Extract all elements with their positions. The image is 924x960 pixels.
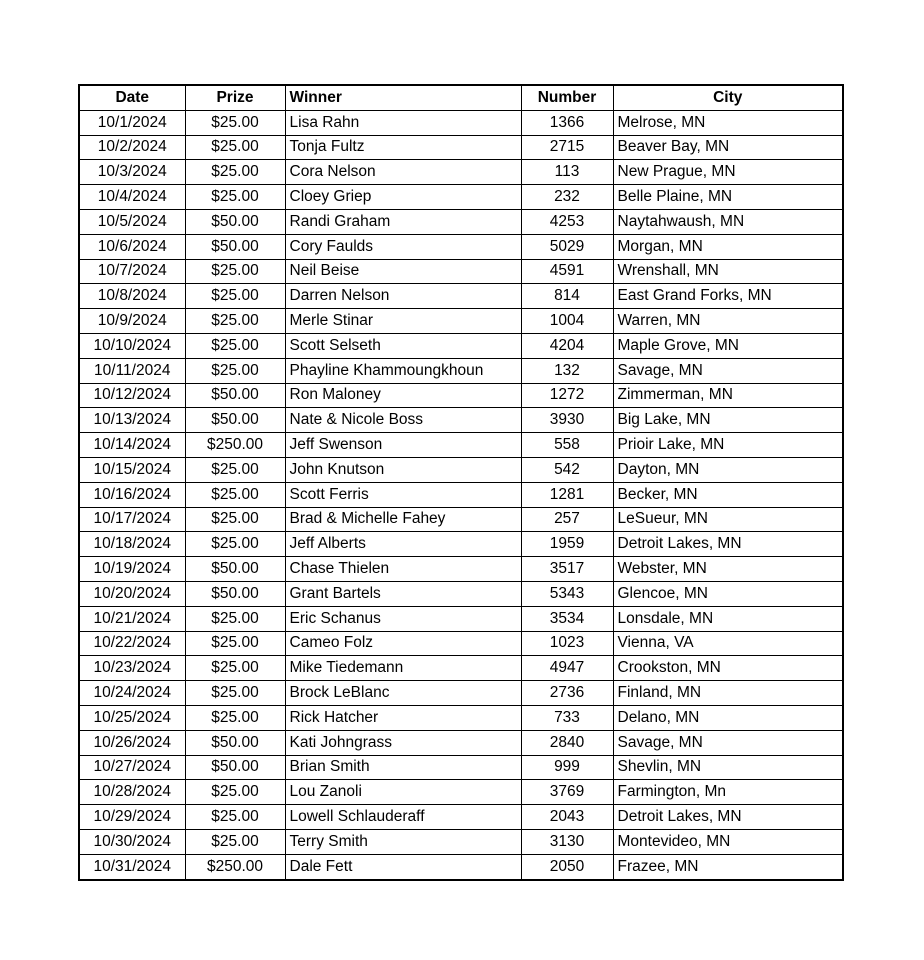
cell-date: 10/11/2024 — [79, 358, 185, 383]
cell-prize: $25.00 — [185, 309, 285, 334]
cell-city: New Prague, MN — [613, 160, 843, 185]
header-row — [79, 85, 843, 110]
table-row — [79, 829, 843, 854]
header-city: City — [613, 85, 843, 110]
cell-winner: Darren Nelson — [285, 284, 521, 309]
cell-date: 10/5/2024 — [79, 209, 185, 234]
cell-date: 10/21/2024 — [79, 606, 185, 631]
cell-number: 2736 — [521, 681, 613, 706]
cell-winner: Eric Schanus — [285, 606, 521, 631]
cell-date: 10/10/2024 — [79, 333, 185, 358]
cell-city: Finland, MN — [613, 681, 843, 706]
cell-date: 10/7/2024 — [79, 259, 185, 284]
cell-number: 3769 — [521, 780, 613, 805]
cell-winner: Scott Selseth — [285, 333, 521, 358]
cell-number: 1281 — [521, 482, 613, 507]
cell-prize: $25.00 — [185, 656, 285, 681]
cell-city: Zimmerman, MN — [613, 383, 843, 408]
table-body — [79, 110, 843, 879]
cell-city: LeSueur, MN — [613, 507, 843, 532]
cell-date: 10/26/2024 — [79, 730, 185, 755]
cell-number: 558 — [521, 433, 613, 458]
table-row — [79, 408, 843, 433]
cell-number: 1959 — [521, 532, 613, 557]
cell-winner: Scott Ferris — [285, 482, 521, 507]
cell-number: 132 — [521, 358, 613, 383]
cell-number: 542 — [521, 457, 613, 482]
table-row — [79, 532, 843, 557]
table-row — [79, 705, 843, 730]
cell-prize: $50.00 — [185, 209, 285, 234]
table-row — [79, 160, 843, 185]
cell-prize: $25.00 — [185, 829, 285, 854]
cell-date: 10/28/2024 — [79, 780, 185, 805]
cell-city: Morgan, MN — [613, 234, 843, 259]
cell-prize: $25.00 — [185, 507, 285, 532]
cell-city: East Grand Forks, MN — [613, 284, 843, 309]
header-prize: Prize — [185, 85, 285, 110]
cell-winner: Lou Zanoli — [285, 780, 521, 805]
cell-prize: $25.00 — [185, 532, 285, 557]
table-row — [79, 234, 843, 259]
cell-number: 999 — [521, 755, 613, 780]
table-row — [79, 780, 843, 805]
cell-date: 10/8/2024 — [79, 284, 185, 309]
cell-winner: Ron Maloney — [285, 383, 521, 408]
cell-prize: $25.00 — [185, 606, 285, 631]
table-row — [79, 681, 843, 706]
cell-number: 2043 — [521, 805, 613, 830]
table-row — [79, 854, 843, 879]
cell-prize: $25.00 — [185, 185, 285, 210]
cell-city: Beaver Bay, MN — [613, 135, 843, 160]
cell-prize: $50.00 — [185, 581, 285, 606]
cell-city: Shevlin, MN — [613, 755, 843, 780]
cell-date: 10/18/2024 — [79, 532, 185, 557]
cell-prize: $25.00 — [185, 284, 285, 309]
table-row — [79, 581, 843, 606]
cell-city: Lonsdale, MN — [613, 606, 843, 631]
cell-city: Belle Plaine, MN — [613, 185, 843, 210]
table-row — [79, 259, 843, 284]
table-row — [79, 805, 843, 830]
cell-city: Webster, MN — [613, 557, 843, 582]
cell-winner: Neil Beise — [285, 259, 521, 284]
cell-winner: Terry Smith — [285, 829, 521, 854]
table-row — [79, 755, 843, 780]
cell-date: 10/14/2024 — [79, 433, 185, 458]
cell-winner: Brad & Michelle Fahey — [285, 507, 521, 532]
cell-city: Detroit Lakes, MN — [613, 532, 843, 557]
cell-winner: John Knutson — [285, 457, 521, 482]
cell-winner: Dale Fett — [285, 854, 521, 879]
cell-date: 10/25/2024 — [79, 705, 185, 730]
cell-prize: $50.00 — [185, 234, 285, 259]
cell-number: 4591 — [521, 259, 613, 284]
cell-city: Warren, MN — [613, 309, 843, 334]
table-row — [79, 135, 843, 160]
cell-date: 10/1/2024 — [79, 110, 185, 135]
table-row — [79, 185, 843, 210]
cell-date: 10/24/2024 — [79, 681, 185, 706]
cell-number: 1366 — [521, 110, 613, 135]
cell-winner: Merle Stinar — [285, 309, 521, 334]
cell-number: 3130 — [521, 829, 613, 854]
cell-city: Savage, MN — [613, 358, 843, 383]
cell-city: Frazee, MN — [613, 854, 843, 879]
cell-date: 10/22/2024 — [79, 631, 185, 656]
cell-date: 10/23/2024 — [79, 656, 185, 681]
table-row — [79, 482, 843, 507]
cell-prize: $25.00 — [185, 457, 285, 482]
cell-prize: $25.00 — [185, 705, 285, 730]
header-winner: Winner — [285, 85, 521, 110]
cell-number: 113 — [521, 160, 613, 185]
table-row — [79, 631, 843, 656]
cell-city: Dayton, MN — [613, 457, 843, 482]
table-row — [79, 730, 843, 755]
table-row — [79, 606, 843, 631]
cell-winner: Lisa Rahn — [285, 110, 521, 135]
cell-winner: Cora Nelson — [285, 160, 521, 185]
cell-date: 10/12/2024 — [79, 383, 185, 408]
cell-winner: Cloey Griep — [285, 185, 521, 210]
cell-prize: $25.00 — [185, 631, 285, 656]
cell-prize: $50.00 — [185, 755, 285, 780]
table-row — [79, 284, 843, 309]
cell-winner: Brock LeBlanc — [285, 681, 521, 706]
cell-winner: Mike Tiedemann — [285, 656, 521, 681]
cell-number: 2050 — [521, 854, 613, 879]
cell-prize: $25.00 — [185, 135, 285, 160]
cell-date: 10/19/2024 — [79, 557, 185, 582]
cell-date: 10/15/2024 — [79, 457, 185, 482]
cell-date: 10/17/2024 — [79, 507, 185, 532]
cell-winner: Grant Bartels — [285, 581, 521, 606]
table-row — [79, 209, 843, 234]
winners-table — [78, 84, 844, 881]
table-row — [79, 110, 843, 135]
cell-date: 10/9/2024 — [79, 309, 185, 334]
cell-city: Big Lake, MN — [613, 408, 843, 433]
cell-prize: $50.00 — [185, 408, 285, 433]
cell-number: 3534 — [521, 606, 613, 631]
table-row — [79, 507, 843, 532]
cell-city: Maple Grove, MN — [613, 333, 843, 358]
cell-date: 10/4/2024 — [79, 185, 185, 210]
cell-number: 2840 — [521, 730, 613, 755]
cell-city: Becker, MN — [613, 482, 843, 507]
header-date: Date — [79, 85, 185, 110]
cell-number: 5343 — [521, 581, 613, 606]
table-row — [79, 557, 843, 582]
cell-date: 10/3/2024 — [79, 160, 185, 185]
header-number: Number — [521, 85, 613, 110]
cell-number: 1272 — [521, 383, 613, 408]
cell-number: 232 — [521, 185, 613, 210]
cell-prize: $25.00 — [185, 805, 285, 830]
cell-prize: $25.00 — [185, 780, 285, 805]
cell-number: 3930 — [521, 408, 613, 433]
cell-prize: $250.00 — [185, 854, 285, 879]
table-row — [79, 383, 843, 408]
cell-city: Montevideo, MN — [613, 829, 843, 854]
cell-number: 1023 — [521, 631, 613, 656]
cell-city: Delano, MN — [613, 705, 843, 730]
cell-number: 4204 — [521, 333, 613, 358]
cell-prize: $50.00 — [185, 557, 285, 582]
cell-winner: Nate & Nicole Boss — [285, 408, 521, 433]
table-row — [79, 309, 843, 334]
cell-date: 10/13/2024 — [79, 408, 185, 433]
table-row — [79, 656, 843, 681]
cell-winner: Jeff Alberts — [285, 532, 521, 557]
cell-date: 10/6/2024 — [79, 234, 185, 259]
cell-number: 4253 — [521, 209, 613, 234]
cell-winner: Chase Thielen — [285, 557, 521, 582]
cell-date: 10/29/2024 — [79, 805, 185, 830]
cell-number: 3517 — [521, 557, 613, 582]
cell-winner: Randi Graham — [285, 209, 521, 234]
table-row — [79, 358, 843, 383]
cell-prize: $50.00 — [185, 730, 285, 755]
cell-number: 733 — [521, 705, 613, 730]
cell-city: Wrenshall, MN — [613, 259, 843, 284]
cell-city: Farmington, Mn — [613, 780, 843, 805]
cell-city: Detroit Lakes, MN — [613, 805, 843, 830]
cell-winner: Tonja Fultz — [285, 135, 521, 160]
cell-prize: $25.00 — [185, 110, 285, 135]
table-row — [79, 333, 843, 358]
cell-number: 2715 — [521, 135, 613, 160]
cell-winner: Rick Hatcher — [285, 705, 521, 730]
cell-city: Glencoe, MN — [613, 581, 843, 606]
cell-city: Prioir Lake, MN — [613, 433, 843, 458]
cell-city: Crookston, MN — [613, 656, 843, 681]
cell-prize: $25.00 — [185, 333, 285, 358]
cell-prize: $25.00 — [185, 358, 285, 383]
cell-prize: $25.00 — [185, 259, 285, 284]
cell-winner: Cameo Folz — [285, 631, 521, 656]
cell-winner: Cory Faulds — [285, 234, 521, 259]
cell-winner: Kati Johngrass — [285, 730, 521, 755]
cell-number: 257 — [521, 507, 613, 532]
cell-date: 10/2/2024 — [79, 135, 185, 160]
cell-prize: $25.00 — [185, 482, 285, 507]
cell-city: Naytahwaush, MN — [613, 209, 843, 234]
cell-prize: $25.00 — [185, 681, 285, 706]
cell-prize: $25.00 — [185, 160, 285, 185]
cell-number: 5029 — [521, 234, 613, 259]
cell-winner: Jeff Swenson — [285, 433, 521, 458]
cell-city: Savage, MN — [613, 730, 843, 755]
cell-number: 4947 — [521, 656, 613, 681]
table-row — [79, 433, 843, 458]
cell-winner: Brian Smith — [285, 755, 521, 780]
cell-date: 10/30/2024 — [79, 829, 185, 854]
cell-number: 814 — [521, 284, 613, 309]
winners-sheet — [78, 84, 842, 881]
cell-date: 10/31/2024 — [79, 854, 185, 879]
cell-number: 1004 — [521, 309, 613, 334]
cell-prize: $250.00 — [185, 433, 285, 458]
cell-winner: Phayline Khammoungkhoun — [285, 358, 521, 383]
cell-city: Vienna, VA — [613, 631, 843, 656]
cell-winner: Lowell Schlauderaff — [285, 805, 521, 830]
cell-prize: $50.00 — [185, 383, 285, 408]
cell-date: 10/16/2024 — [79, 482, 185, 507]
cell-city: Melrose, MN — [613, 110, 843, 135]
cell-date: 10/27/2024 — [79, 755, 185, 780]
table-row — [79, 457, 843, 482]
cell-date: 10/20/2024 — [79, 581, 185, 606]
